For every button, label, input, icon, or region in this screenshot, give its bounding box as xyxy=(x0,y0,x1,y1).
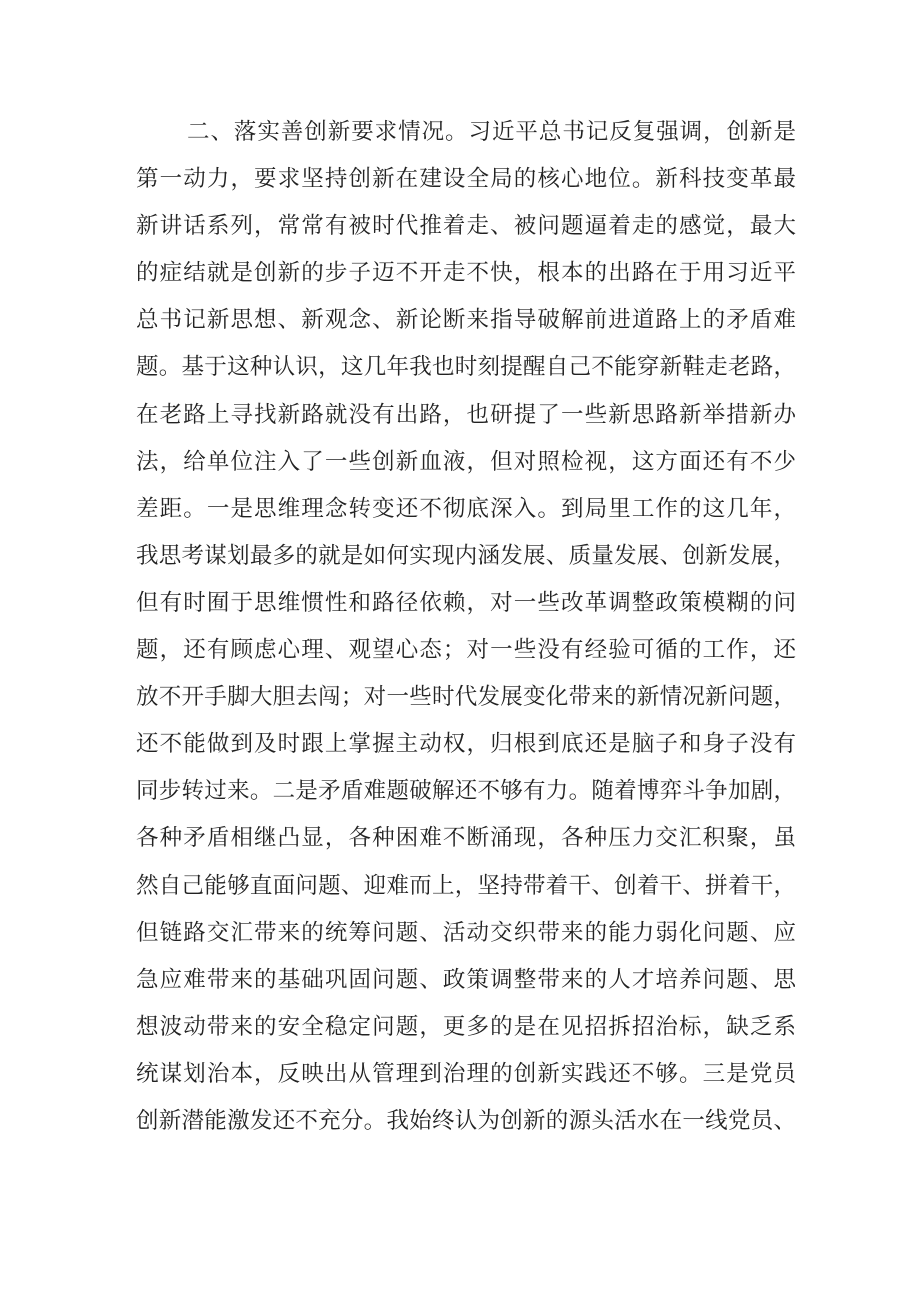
paragraph-line: 题，还有顾虑心理、观望心态；对一些没有经验可循的工作，还 xyxy=(136,637,796,664)
paragraph-line: 我思考谋划最多的就是如何实现内涵发展、质量发展、创新发展， xyxy=(136,542,796,569)
paragraph-line: 法，给单位注入了一些创新血液，但对照检视，这方面还有不少 xyxy=(136,448,796,475)
paragraph-line: 放不开手脚大胆去闯；对一些时代发展变化带来的新情况新问题， xyxy=(136,684,796,711)
paragraph-line: 急应难带来的基础巩固问题、政策调整带来的人才培养问题、思 xyxy=(136,966,796,993)
paragraph-line: 然自己能够直面问题、迎难而上，坚持带着干、创着干、拼着干， xyxy=(136,872,796,899)
paragraph-line: 二、落实善创新要求情况。习近平总书记反复强调，创新是 xyxy=(187,119,796,145)
body-paragraph xyxy=(136,109,796,1145)
paragraph-line: 统谋划治本，反映出从管理到治理的创新实践还不够。三是党员 xyxy=(136,1060,796,1087)
paragraph-line: 新讲话系列，常常有被时代推着走、被问题逼着走的感觉，最大 xyxy=(136,213,796,240)
paragraph-line: 还不能做到及时跟上掌握主动权，归根到底还是脑子和身子没有 xyxy=(136,731,796,758)
paragraph-line: 各种矛盾相继凸显，各种困难不断涌现，各种压力交汇积聚，虽 xyxy=(136,825,796,852)
paragraph-line: 想波动带来的安全稳定问题，更多的是在见招拆招治标，缺乏系 xyxy=(136,1013,796,1040)
paragraph-line: 的症结就是创新的步子迈不开走不快，根本的出路在于用习近平 xyxy=(136,260,796,287)
paragraph-line: 但有时囿于思维惯性和路径依赖，对一些改革调整政策模糊的问 xyxy=(136,589,796,616)
paragraph-line: 差距。一是思维理念转变还不彻底深入。到局里工作的这几年， xyxy=(136,495,796,522)
paragraph-line: 第一动力，要求坚持创新在建设全局的核心地位。新科技变革最 xyxy=(136,166,796,193)
paragraph-line: 同步转过来。二是矛盾难题破解还不够有力。随着博弈斗争加剧， xyxy=(136,778,796,805)
paragraph-line: 创新潜能激发还不充分。我始终认为创新的源头活水在一线党员、 xyxy=(136,1107,796,1134)
paragraph-line: 总书记新思想、新观念、新论断来指导破解前进道路上的矛盾难 xyxy=(136,307,796,334)
paragraph-line: 题。基于这种认识，这几年我也时刻提醒自己不能穿新鞋走老路， xyxy=(136,354,796,381)
paragraph-line: 但链路交汇带来的统筹问题、活动交织带来的能力弱化问题、应 xyxy=(136,919,796,946)
paragraph-line: 在老路上寻找新路就没有出路，也研提了一些新思路新举措新办 xyxy=(136,401,796,428)
